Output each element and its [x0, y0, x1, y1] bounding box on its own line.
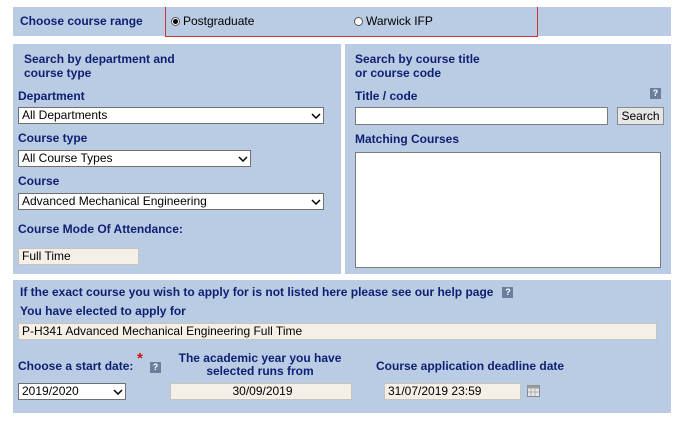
not-listed-label: If the exact course you wish to apply for is not listed here please see our help page: [20, 285, 494, 299]
academic-year-label: [170, 352, 350, 378]
mode-of-attendance-label: Course Mode Of Attendance:: [18, 222, 183, 236]
academic-year-label-line2: selected runs from: [206, 364, 314, 378]
department-select-value: All Departments: [22, 108, 108, 122]
deadline-label: Course application deadline date: [376, 359, 565, 373]
chevron-down-icon: [111, 384, 125, 399]
start-date-select-value: 2019/2020: [22, 384, 79, 398]
start-date-label-text: Choose a start date:: [18, 359, 134, 373]
chevron-down-icon: [236, 151, 250, 166]
radio-unselected-icon: [354, 17, 363, 26]
search-button[interactable]: Search: [617, 107, 664, 125]
title-code-label: Title / code: [355, 89, 418, 103]
academic-year-value: 30/09/2019: [170, 383, 352, 400]
course-type-label: Course type: [18, 131, 88, 145]
matching-courses-list[interactable]: [355, 152, 661, 268]
matching-courses-label: Matching Courses: [355, 132, 460, 146]
department-search-heading: [24, 52, 175, 80]
mode-of-attendance-value: Full Time: [18, 248, 139, 265]
department-search-heading-line1: Search by department and: [24, 52, 175, 66]
title-search-heading-line2: or course code: [355, 66, 442, 80]
department-label: Department: [18, 89, 85, 103]
academic-year-label-line1: The academic year you have: [178, 351, 342, 365]
radio-postgraduate-label: Postgraduate: [183, 14, 255, 28]
help-icon[interactable]: ?: [502, 287, 513, 298]
chevron-down-icon: [309, 108, 323, 123]
start-date-select[interactable]: [18, 383, 126, 400]
course-type-select[interactable]: [18, 150, 251, 167]
course-label: Course: [18, 174, 60, 188]
course-select-value: Advanced Mechanical Engineering: [22, 194, 207, 208]
title-code-input[interactable]: [355, 107, 608, 125]
not-listed-text: [20, 285, 513, 299]
calendar-icon[interactable]: [527, 385, 540, 397]
help-icon[interactable]: ?: [650, 88, 661, 99]
course-type-select-value: All Course Types: [22, 151, 113, 165]
elected-label: You have elected to apply for: [20, 304, 186, 318]
course-range-label: Choose course range: [20, 14, 143, 28]
elected-course-value: P-H341 Advanced Mechanical Engineering Full Time: [18, 323, 657, 340]
chevron-down-icon: [309, 194, 323, 209]
radio-postgraduate[interactable]: [171, 14, 254, 28]
radio-warwick-ifp[interactable]: [354, 14, 433, 28]
department-select[interactable]: [18, 107, 324, 124]
radio-selected-icon: [171, 17, 180, 26]
title-search-heading: [355, 52, 480, 80]
deadline-value: 31/07/2019 23:59: [384, 383, 521, 400]
required-mark: *: [137, 350, 143, 367]
radio-warwick-ifp-label: Warwick IFP: [366, 14, 433, 28]
title-search-heading-line1: Search by course title: [355, 52, 480, 66]
start-date-label: [18, 359, 133, 373]
course-select[interactable]: [18, 193, 324, 210]
help-icon[interactable]: ?: [150, 362, 161, 373]
department-search-heading-line2: course type: [24, 66, 92, 80]
